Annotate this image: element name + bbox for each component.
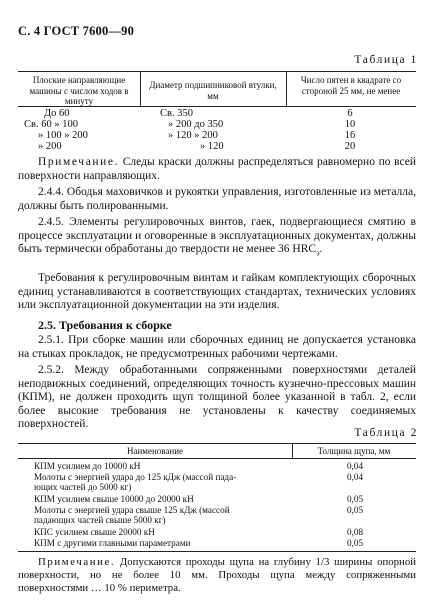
table2-row-value: 0,05 [346,538,364,548]
section-2-5-heading [38,318,172,333]
table1-top-rule [18,71,416,72]
paragraph-2-5-2: 2.5.2. Между обработанными сопряженными поверхностями деталей неподвижных соединений, определяющих точность кузнечно-прессовых машин (КПМ), не должен проходить щуп толщиной более указанной в табл. 2, если более высокие требования не установлены к качеству соединяемых поверхностей. [18,364,416,431]
table2-row-name: КПМ усилием до 10000 кН [34,461,141,471]
table2-row-name: КПМ с другими главными параметрами [34,538,191,548]
note2 [18,556,416,595]
paragraph-2-4-5-text: 2.4.5. Элементы регулировочных винтов, гаек, подвергающиеся смятию в процессе эксплуатации и оговоренные в эксплуатационных документах, должны быть термически обработаны до твердости не менее 36 HRC [18,216,416,256]
paragraph-requirements: Требования к регулировочным винтам и гайкам комплектующих сборочных единиц устанавливаются в соответствующих стандартах, технических условиях или эксплуатационной документации на эти изделия. [18,272,416,312]
table2-row-name: Молоты с энергией удара до 125 кДж (массой пада- [34,472,237,482]
paragraph-2-4-5 [18,216,416,260]
table2-bottom-rule [18,551,416,552]
table2-header-thickness: Толщина щупа, мм [317,446,391,456]
table2-header-name: Наименование [126,446,184,456]
table2-row-name: КПМ усилием свыше 10000 до 20000 кН [34,494,194,504]
paragraph-2-5-1: 2.5.1. При сборке машин или сборочных единиц не допускается установка на стыках прокладок, не предусмотренных рабочими чертежами. [18,334,416,360]
table1-cell: » 100 » 200 [38,130,88,141]
table1-header-1: Плоские направляющие машины с числом ходов в минуту [29,75,129,106]
table1-cell: Св. 60 » 100 [24,119,78,130]
paragraph-2-4-5-end: . [319,243,323,256]
note1-text: Следы краски должны распределяться равномерно по всей поверхности направляющих. [18,156,416,182]
table2-header-rule [18,458,416,459]
table1-cell: 6 [347,108,353,119]
table1-cell: 16 [344,130,356,141]
note1 [18,156,416,183]
table2-row-value: 0,04 [346,472,364,482]
note1-label: Примечание. [38,156,120,168]
table2-row-name: Молоты с энергией удара свыше 125 кДж (массой [34,505,230,515]
table1-col-divider [286,71,287,106]
table1-cell: 20 [344,141,356,152]
table2-row-value: 0,05 [346,494,364,504]
paragraph-2-4-4: 2.4.4. Ободья маховичков и рукоятки управления, изготовленные из металла, должны быть полированными. [18,186,416,212]
table1-cell: До 60 [44,108,70,119]
hardness-subscript: э [316,248,320,258]
table1-col-divider [140,71,141,106]
table1-cell: » 120 » 200 [168,130,218,141]
note2-text: Допускаются проходы щупа на глубину 1/3 ширины опорной поверхности, но не более 10 мм. Проходы щупа между сопряженными поверхностями … 10 % периметра. [18,556,416,594]
table2-row-name: КПС усилием свыше 20000 кН [34,527,155,537]
table1-header-2: Диаметр подшипниковой втулки, мм [149,80,277,101]
page-header: С. 4 ГОСТ 7600—90 [18,24,135,38]
table1-caption: Таблица 1 [354,54,418,66]
table2-row-name-continuation: падающих частей свыше 5000 кг) [34,515,166,525]
table2-row-name-continuation: ющих частей до 5000 кг) [34,482,132,492]
table2-row-value: 0,05 [346,505,364,515]
table2-top-rule [18,443,416,444]
section-number: 2.5. [38,318,56,332]
table1-cell: » 200 [38,141,62,152]
note2-label: Примечание. [38,556,116,568]
table2-row-value: 0,08 [346,527,364,537]
table1-cell: Св. 350 [160,108,193,119]
table2-row-value: 0,04 [346,461,364,471]
table1-cell: 10 [344,119,356,130]
table2-caption: Таблица 2 [354,427,418,439]
table1-header-3: Число пятен в квадрате со стороной 25 мм, не менее [300,75,402,96]
table1-cell: » 200 до 350 [168,119,224,130]
table1-cell: » 120 [200,141,224,152]
section-title: Требования к сборке [59,318,172,332]
